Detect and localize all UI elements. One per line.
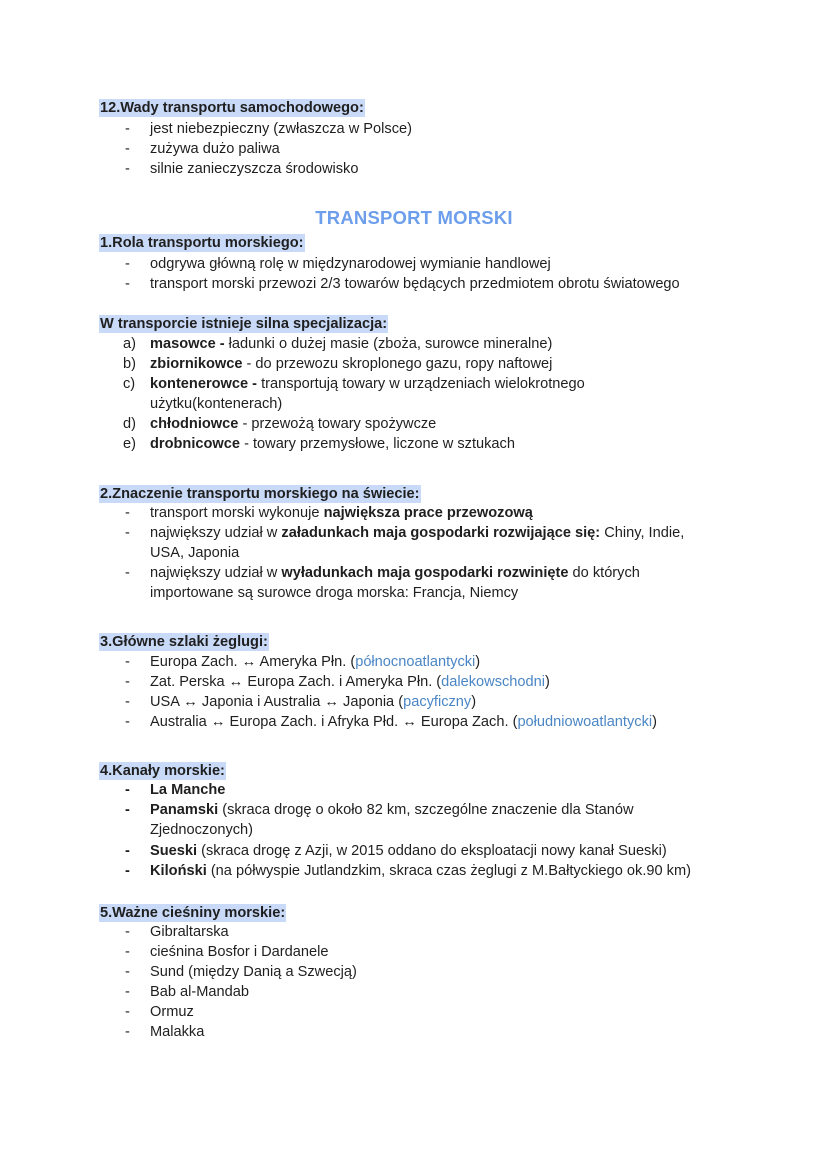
emphasis: wyładunkach maja gospodarki rozwinięte — [281, 565, 569, 581]
list-item-continuation: Zjednoczonych) — [150, 822, 254, 838]
list-item-continuation: użytku(kontenerach) — [150, 396, 283, 412]
dash-bullet: - — [125, 141, 130, 157]
dash-bullet: - — [125, 121, 130, 137]
route-text: Europa Zach. ↔ Ameryka Płn. ( — [150, 654, 356, 670]
dash-bullet: - — [125, 863, 130, 879]
dash-bullet: - — [125, 782, 130, 798]
page-title: TRANSPORT MORSKI — [315, 207, 513, 228]
dash-bullet: - — [125, 944, 130, 960]
canal-name: La Manche — [150, 782, 226, 798]
list-item-continuation: importowane są surowce droga morska: Francja, Niemcy — [150, 585, 519, 601]
route-name: pacyficzny — [403, 694, 472, 710]
term-description: - przewożą towary spożywcze — [238, 416, 437, 432]
route-close: ) — [471, 694, 477, 710]
emphasis: załadunkach maja gospodarki rozwijające się: — [281, 525, 601, 541]
section-heading-wady-transportu-samochodowego: 12.Wady transportu samochodowego: — [100, 100, 364, 116]
dash-bullet: - — [125, 843, 130, 859]
dash-bullet: - — [125, 161, 130, 177]
canal-name: Panamski — [150, 802, 219, 818]
list-item-text: zużywa dużo paliwa — [150, 141, 280, 157]
route-close: ) — [652, 714, 657, 730]
term: drobnicowce — [150, 436, 241, 452]
list-item-text: największy udział w — [150, 525, 282, 541]
canal-description: (skraca drogę z Azji, w 2015 oddano do eksploatacji nowy kanał Sueski) — [197, 843, 667, 859]
dash-bullet: - — [125, 565, 130, 581]
term-description: - towary przemysłowe, liczone w sztukach — [240, 436, 515, 452]
list-marker: e) — [123, 436, 136, 452]
dash-bullet: - — [125, 1024, 130, 1040]
list-item-text: Bab al-Mandab — [150, 984, 249, 1000]
route-name: południowoatlantycki — [517, 714, 653, 730]
section-heading-kanaly-morskie: 4.Kanały morskie: — [100, 763, 225, 779]
list-item-text: jest niebezpieczny (zwłaszcza w Polsce) — [150, 121, 412, 137]
term: masowce - — [150, 336, 225, 352]
section-heading-wazne-ciesniny-morskie: 5.Ważne cieśniny morskie: — [100, 905, 286, 921]
route-close: ) — [545, 674, 550, 690]
route-close: ) — [475, 654, 481, 670]
term-description: - do przewozu skroplonego gazu, ropy naftowej — [242, 356, 553, 372]
route-text: USA ↔ Japonia i Australia ↔ Japonia ( — [150, 694, 404, 710]
dash-bullet: - — [125, 256, 130, 272]
list-item-text-end: do których — [568, 565, 640, 581]
dash-bullet: - — [125, 984, 130, 1000]
term: zbiornikowce — [150, 356, 243, 372]
list-marker: a) — [123, 336, 136, 352]
dash-bullet: - — [125, 525, 130, 541]
canal-description: (na półwyspie Jutlandzkim, skraca czas żeglugi z M.Bałtyckiego ok.90 km) — [206, 863, 691, 879]
route-text: Zat. Perska ↔ Europa Zach. i Ameryka Płn. ( — [150, 674, 442, 690]
dash-bullet: - — [125, 802, 130, 818]
dash-bullet: - — [125, 1004, 130, 1020]
term: chłodniowce — [150, 416, 239, 432]
list-marker: d) — [123, 416, 136, 432]
dash-bullet: - — [125, 505, 130, 521]
list-marker: c) — [123, 376, 136, 392]
list-item-text: Gibraltarska — [150, 924, 229, 940]
route-name: północnoatlantycki — [355, 654, 476, 670]
section-heading-glowne-szlaki-zeglugi: 3.Główne szlaki żeglugi: — [100, 634, 268, 650]
dash-bullet: - — [125, 276, 130, 292]
route-name: dalekowschodni — [441, 674, 546, 690]
list-item-text: Sund (między Danią a Szwecją) — [150, 964, 357, 980]
list-item-text: Ormuz — [150, 1004, 194, 1020]
list-item-text-end: Chiny, Indie, — [600, 525, 685, 541]
term: kontenerowce - — [150, 376, 258, 392]
route-text: Australia ↔ Europa Zach. i Afryka Płd. ↔ Europa Zach. ( — [150, 714, 518, 730]
list-item-text: cieśnina Bosfor i Dardanele — [150, 944, 329, 960]
dash-bullet: - — [125, 654, 130, 670]
list-item-text: Malakka — [150, 1024, 205, 1040]
section-heading-specjalizacja: W transporcie istnieje silna specjalizacja: — [100, 316, 388, 332]
section-heading-rola-transportu-morskiego: 1.Rola transportu morskiego: — [100, 235, 304, 251]
dash-bullet: - — [125, 964, 130, 980]
emphasis: największa prace przewozową — [323, 505, 533, 521]
dash-bullet: - — [125, 714, 130, 730]
canal-description: (skraca drogę o około 82 km, szczególne znaczenie dla Stanów — [218, 802, 634, 818]
term-description: transportują towary w urządzeniach wielokrotnego — [257, 376, 585, 392]
list-item-text: odgrywa główną rolę w międzynarodowej wymianie handlowej — [150, 256, 551, 272]
term-description: ładunki o dużej masie (zboża, surowce mineralne) — [224, 336, 553, 352]
list-item-continuation: USA, Japonia — [150, 545, 240, 561]
list-item-text: silnie zanieczyszcza środowisko — [150, 161, 359, 177]
list-marker: b) — [123, 356, 136, 372]
dash-bullet: - — [125, 694, 130, 710]
dash-bullet: - — [125, 674, 130, 690]
list-item-text: transport morski wykonuje — [150, 505, 324, 521]
list-item-text: transport morski przewozi 2/3 towarów będących przedmiotem obrotu światowego — [150, 276, 680, 292]
canal-name: Kiloński — [150, 863, 207, 879]
list-item-text: największy udział w — [150, 565, 282, 581]
canal-name: Sueski — [150, 843, 198, 859]
dash-bullet: - — [125, 924, 130, 940]
section-heading-znaczenie-transportu-morskiego: 2.Znaczenie transportu morskiego na świecie: — [100, 486, 420, 502]
